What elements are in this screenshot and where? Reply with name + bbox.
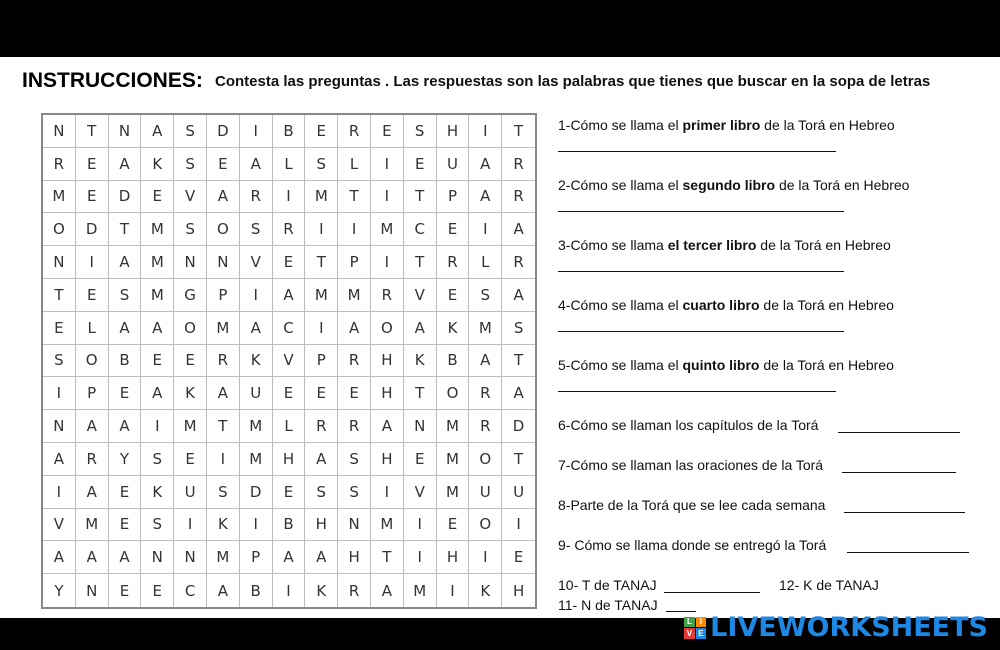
grid-cell[interactable]: I [273,181,306,214]
answer-line-5[interactable] [558,391,836,392]
grid-cell[interactable]: S [404,115,437,148]
grid-cell[interactable]: V [240,246,273,279]
grid-cell[interactable]: R [502,148,535,181]
grid-cell[interactable]: O [469,509,502,542]
grid-cell[interactable]: I [469,213,502,246]
grid-cell[interactable]: P [207,279,240,312]
grid-cell[interactable]: E [404,443,437,476]
grid-cell[interactable]: N [43,115,76,148]
grid-cell[interactable]: M [141,246,174,279]
grid-cell[interactable]: T [502,345,535,378]
grid-cell[interactable]: E [338,377,371,410]
grid-cell[interactable]: O [207,213,240,246]
answer-line-4[interactable] [558,331,844,332]
grid-cell[interactable]: A [502,213,535,246]
grid-cell[interactable]: O [371,312,404,345]
grid-cell[interactable]: K [141,148,174,181]
grid-cell[interactable]: U [174,476,207,509]
grid-cell[interactable]: P [76,377,109,410]
grid-cell[interactable]: M [141,213,174,246]
grid-cell[interactable]: S [338,476,371,509]
grid-cell[interactable]: I [141,410,174,443]
grid-cell[interactable]: E [141,181,174,214]
grid-cell[interactable]: V [174,181,207,214]
grid-cell[interactable]: T [404,181,437,214]
grid-cell[interactable]: M [141,279,174,312]
answer-line-10[interactable] [664,592,760,593]
grid-cell[interactable]: E [437,509,470,542]
grid-cell[interactable]: E [141,574,174,607]
grid-cell[interactable]: O [469,443,502,476]
grid-cell[interactable]: I [207,443,240,476]
grid-cell[interactable]: S [338,443,371,476]
grid-cell[interactable]: C [174,574,207,607]
question-8: 8-Parte de la Torá que se lee cada semana [558,497,826,513]
grid-cell[interactable]: R [502,181,535,214]
grid-cell[interactable]: H [273,443,306,476]
grid-cell[interactable]: T [109,213,142,246]
logo-badge-icon: L I V E [684,617,706,639]
grid-cell[interactable]: A [469,148,502,181]
grid-cell[interactable]: T [502,115,535,148]
grid-cell[interactable]: H [338,541,371,574]
grid-cell[interactable]: M [469,312,502,345]
answer-line-6[interactable] [838,432,960,433]
question-2: 2-Cómo se llama el segundo libro de la Torá en Hebreo [558,177,910,193]
grid-cell[interactable]: A [273,541,306,574]
grid-cell[interactable]: M [404,574,437,607]
grid-cell[interactable]: I [371,148,404,181]
grid-cell[interactable]: I [76,246,109,279]
grid-cell[interactable]: H [371,377,404,410]
grid-cell[interactable]: I [273,574,306,607]
grid-cell[interactable]: N [207,246,240,279]
grid-cell[interactable]: D [502,410,535,443]
grid-cell[interactable]: C [404,213,437,246]
grid-cell[interactable]: T [371,541,404,574]
grid-cell[interactable]: D [109,181,142,214]
grid-cell[interactable]: V [404,476,437,509]
grid-cell[interactable]: R [469,377,502,410]
grid-cell[interactable]: M [305,181,338,214]
grid-cell[interactable]: S [174,148,207,181]
grid-cell[interactable]: A [305,443,338,476]
grid-cell[interactable]: M [437,410,470,443]
grid-cell[interactable]: E [305,115,338,148]
grid-cell[interactable]: S [207,476,240,509]
question-3: 3-Cómo se llama el tercer libro de la Torá en Hebreo [558,237,891,253]
grid-cell[interactable]: N [174,541,207,574]
grid-cell[interactable]: I [437,574,470,607]
grid-cell[interactable]: E [437,213,470,246]
grid-cell[interactable]: R [338,345,371,378]
grid-cell[interactable]: D [240,476,273,509]
grid-cell[interactable]: A [109,312,142,345]
grid-cell[interactable]: E [174,443,207,476]
question-7: 7-Cómo se llaman las oraciones de la Torá [558,457,824,473]
grid-cell[interactable]: A [141,312,174,345]
question-12: 12- K de TANAJ [779,577,879,593]
grid-cell[interactable]: S [305,476,338,509]
grid-cell[interactable]: O [43,213,76,246]
grid-cell[interactable]: M [207,541,240,574]
grid-cell[interactable]: A [109,410,142,443]
grid-cell[interactable]: M [240,443,273,476]
grid-cell[interactable]: S [141,443,174,476]
grid-cell[interactable]: V [404,279,437,312]
grid-cell[interactable]: S [174,213,207,246]
grid-cell[interactable]: A [109,246,142,279]
grid-cell[interactable]: U [469,476,502,509]
grid-cell[interactable]: H [371,443,404,476]
grid-cell[interactable]: Y [109,443,142,476]
grid-cell[interactable]: A [469,345,502,378]
grid-cell[interactable]: E [76,148,109,181]
grid-cell[interactable]: R [207,345,240,378]
grid-cell[interactable]: R [305,410,338,443]
grid-cell[interactable]: S [240,213,273,246]
grid-cell[interactable]: T [43,279,76,312]
grid-cell[interactable]: A [141,377,174,410]
question-6: 6-Cómo se llaman los capítulos de la Torá [558,417,819,433]
grid-cell[interactable]: S [43,345,76,378]
grid-cell[interactable]: R [469,410,502,443]
grid-cell[interactable]: R [43,148,76,181]
grid-cell[interactable]: S [109,279,142,312]
grid-cell[interactable]: U [240,377,273,410]
grid-cell[interactable]: M [240,410,273,443]
grid-cell[interactable]: P [338,246,371,279]
grid-cell[interactable]: N [141,541,174,574]
grid-cell[interactable]: I [469,541,502,574]
grid-cell[interactable]: N [174,246,207,279]
grid-cell[interactable]: T [338,181,371,214]
grid-cell[interactable]: R [338,115,371,148]
grid-cell[interactable]: E [76,279,109,312]
grid-cell[interactable]: R [240,181,273,214]
grid-cell[interactable]: A [76,410,109,443]
grid-cell[interactable]: E [109,574,142,607]
grid-cell[interactable]: I [43,476,76,509]
grid-cell[interactable]: S [174,115,207,148]
grid-cell[interactable]: M [371,509,404,542]
grid-cell[interactable]: K [240,345,273,378]
grid-cell[interactable]: S [502,312,535,345]
grid-cell[interactable]: E [437,279,470,312]
grid-cell[interactable]: B [437,345,470,378]
grid-cell[interactable]: N [338,509,371,542]
liveworksheets-logo [684,612,988,643]
grid-cell[interactable]: R [273,213,306,246]
grid-cell[interactable]: A [141,115,174,148]
grid-cell[interactable]: I [502,509,535,542]
grid-cell[interactable]: H [437,541,470,574]
grid-cell[interactable]: A [273,279,306,312]
grid-cell[interactable]: I [305,312,338,345]
grid-cell[interactable]: C [273,312,306,345]
grid-cell[interactable]: A [502,377,535,410]
answer-line-1[interactable] [558,151,836,152]
grid-cell[interactable]: E [273,377,306,410]
grid-cell[interactable]: S [469,279,502,312]
question-5: 5-Cómo se llama el quinto libro de la Torá en Hebreo [558,357,894,373]
grid-cell[interactable]: I [404,509,437,542]
grid-cell[interactable]: V [43,509,76,542]
grid-cell[interactable]: Y [43,574,76,607]
grid-cell[interactable]: A [371,574,404,607]
grid-cell[interactable]: I [240,279,273,312]
grid-cell[interactable]: E [109,509,142,542]
grid-cell[interactable]: H [512,581,525,600]
grid-cell[interactable]: M [437,476,470,509]
grid-cell[interactable]: E [371,115,404,148]
grid-cell[interactable]: S [141,509,174,542]
grid-cell[interactable]: R [502,246,535,279]
answer-line-8[interactable] [844,512,965,513]
grid-cell[interactable]: A [371,410,404,443]
grid-cell[interactable]: A [502,279,535,312]
grid-cell[interactable]: I [371,476,404,509]
grid-cell[interactable]: N [43,410,76,443]
instructions-text: Contesta las preguntas . Las respuestas son las palabras que tienes que buscar en la sopa de letras [215,73,931,90]
grid-cell[interactable]: D [207,115,240,148]
grid-cell[interactable]: L [469,246,502,279]
grid-cell[interactable]: A [240,312,273,345]
grid-cell[interactable]: M [305,279,338,312]
question-11: 11- N de TANAJ [558,597,658,613]
grid-cell[interactable]: T [404,377,437,410]
grid-cell[interactable]: I [404,541,437,574]
grid-cell[interactable]: A [469,181,502,214]
grid-cell[interactable]: I [305,213,338,246]
grid-cell[interactable]: A [404,312,437,345]
grid-cell[interactable]: O [76,345,109,378]
grid-cell[interactable]: U [502,476,535,509]
grid-cell[interactable]: N [76,574,109,607]
answer-line-2[interactable] [558,211,844,212]
grid-cell[interactable]: E [273,246,306,279]
question-9: 9- Cómo se llama donde se entregó la Torá [558,537,827,553]
grid-cell[interactable]: P [305,345,338,378]
grid-cell[interactable]: E [502,541,535,574]
grid-cell[interactable]: I [371,246,404,279]
grid-cell[interactable]: N [404,410,437,443]
grid-cell[interactable]: S [305,148,338,181]
grid-cell[interactable]: T [305,246,338,279]
grid-cell[interactable]: O [174,312,207,345]
grid-cell[interactable]: K [469,574,502,607]
grid-cell[interactable]: A [43,541,76,574]
logo-text: LIVEWORKSHEETS [710,612,988,643]
grid-cell[interactable]: I [240,509,273,542]
grid-cell[interactable]: A [207,181,240,214]
grid-cell[interactable]: B [273,115,306,148]
grid-cell[interactable]: I [469,115,502,148]
grid-cell[interactable]: A [76,541,109,574]
grid-cell[interactable]: D [76,213,109,246]
grid-cell[interactable]: B [273,509,306,542]
grid-cell[interactable]: M [338,279,371,312]
grid-cell[interactable]: A [109,148,142,181]
grid-cell[interactable]: R [338,410,371,443]
grid-cell[interactable]: L [338,148,371,181]
grid-cell[interactable]: V [273,345,306,378]
grid-cell[interactable]: M [174,410,207,443]
grid-cell[interactable]: E [207,148,240,181]
grid-cell[interactable]: N [109,115,142,148]
grid-cell[interactable]: H [437,115,470,148]
question-4: 4-Cómo se llama el cuarto libro de la Torá en Hebreo [558,297,894,313]
grid-cell[interactable]: E [109,476,142,509]
grid-cell[interactable]: E [141,345,174,378]
grid-cell[interactable]: K [437,312,470,345]
grid-cell[interactable]: A [207,377,240,410]
grid-cell[interactable]: K [207,509,240,542]
grid-cell[interactable]: A [76,476,109,509]
grid-cell[interactable]: E [109,377,142,410]
grid-cell[interactable]: A [207,574,240,607]
grid-cell[interactable]: R [338,574,371,607]
question-1: 1-Cómo se llama el primer libro de la Torá en Hebreo [558,117,895,133]
grid-cell[interactable]: E [76,181,109,214]
grid-cell[interactable]: T [76,115,109,148]
grid-cell[interactable]: I [338,213,371,246]
grid-cell[interactable]: A [240,148,273,181]
grid-cell[interactable]: N [43,246,76,279]
grid-cell[interactable]: G [174,279,207,312]
word-search-grid[interactable] [41,113,537,609]
grid-cell[interactable]: E [404,148,437,181]
grid-cell[interactable]: K [305,574,338,607]
answer-line-7[interactable] [842,472,956,473]
grid-cell[interactable]: T [207,410,240,443]
grid-cell[interactable]: I [174,509,207,542]
grid-cell[interactable]: E [305,377,338,410]
grid-cell[interactable]: O [437,377,470,410]
worksheet [0,57,1000,618]
grid-cell[interactable]: M [437,443,470,476]
question-10: 10- T de TANAJ [558,577,657,593]
grid-cell[interactable]: L [273,410,306,443]
grid-cell[interactable]: K [141,476,174,509]
grid-cell[interactable]: K [174,377,207,410]
grid-cell[interactable]: E [43,312,76,345]
grid-cell[interactable]: A [43,443,76,476]
grid-cell[interactable]: L [76,312,109,345]
grid-cell[interactable]: I [371,181,404,214]
grid-cell[interactable]: I [43,377,76,410]
instructions-title: INSTRUCCIONES: [22,69,203,92]
grid-cell[interactable]: M [76,509,109,542]
grid-cell[interactable]: R [371,279,404,312]
grid-cell[interactable]: E [273,476,306,509]
grid-cell[interactable]: R [437,246,470,279]
answer-line-9[interactable] [847,552,969,553]
grid-cell[interactable]: M [207,312,240,345]
grid-cell[interactable]: H [371,345,404,378]
grid-cell[interactable]: M [43,181,76,214]
grid-cell[interactable]: U [437,148,470,181]
grid-cell[interactable]: H [305,509,338,542]
grid-cell[interactable]: A [338,312,371,345]
grid-cell[interactable]: I [240,115,273,148]
grid-cell[interactable]: R [76,443,109,476]
grid-cell[interactable]: K [404,345,437,378]
grid-cell[interactable]: E [174,345,207,378]
grid-cell[interactable]: T [404,246,437,279]
grid-cell[interactable]: A [305,541,338,574]
grid-cell[interactable]: T [502,443,535,476]
grid-cell[interactable]: P [240,541,273,574]
answer-line-3[interactable] [558,271,844,272]
grid-cell[interactable]: P [437,181,470,214]
grid-cell[interactable]: B [109,345,142,378]
grid-cell[interactable]: B [240,574,273,607]
grid-cell[interactable]: L [273,148,306,181]
grid-cell[interactable]: A [109,541,142,574]
grid-cell[interactable]: M [371,213,404,246]
